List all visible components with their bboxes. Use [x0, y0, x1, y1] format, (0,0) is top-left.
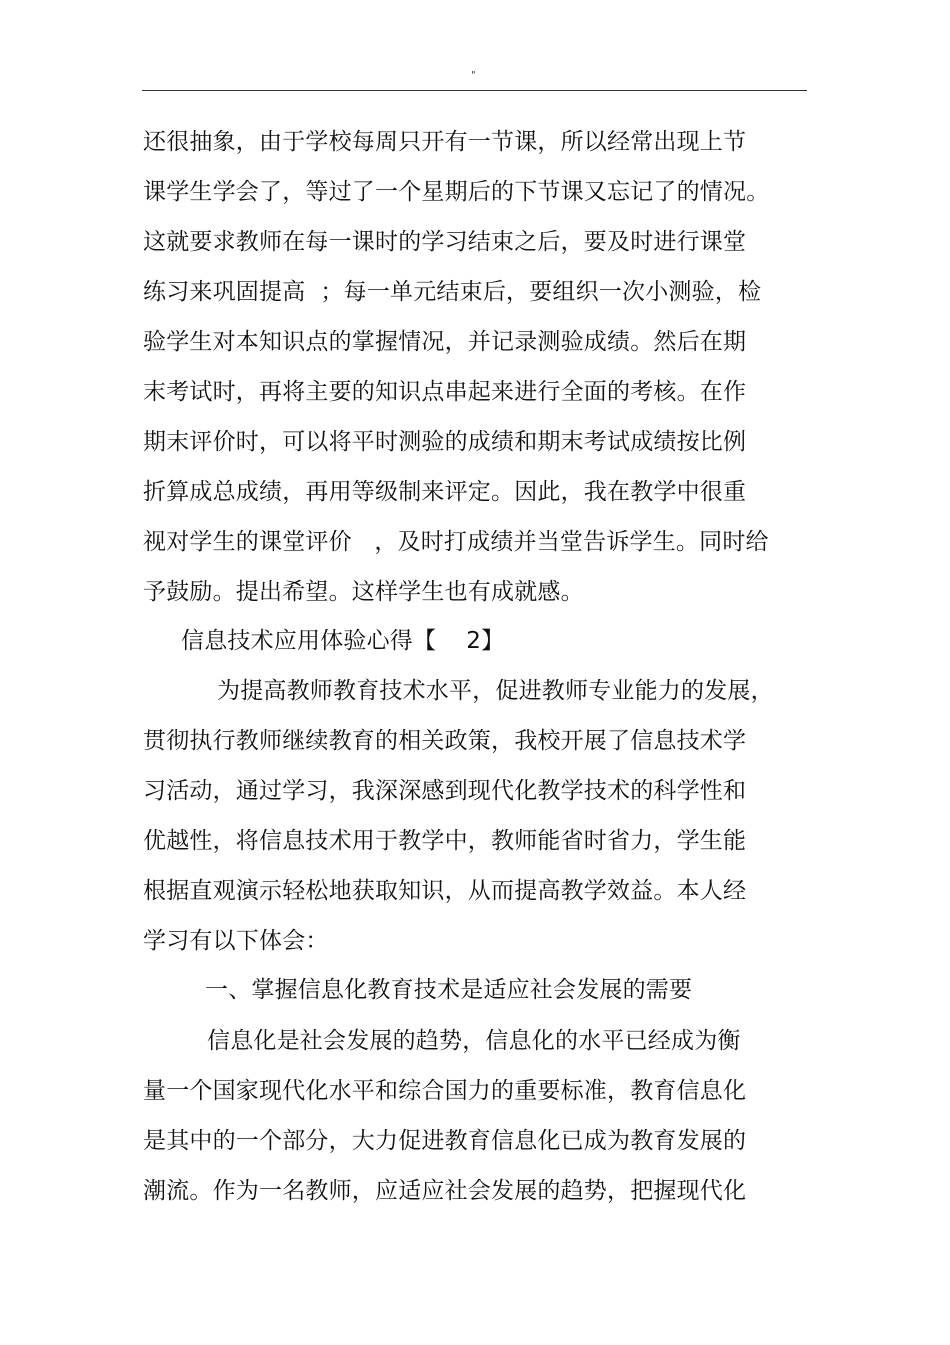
subheading: 一、掌握信息化教育技术是适应社会发展的需要	[205, 977, 693, 1003]
paragraph-line: 根据直观演示轻松地获取知识，从而提高教学效益。本人经	[143, 878, 747, 904]
header-rule	[142, 90, 807, 91]
paragraph-line: 这就要求教师在每一课时的学习结束之后，要及时进行课堂	[143, 229, 747, 255]
section-title: 信息技术应用体验心得【 2】	[181, 628, 505, 654]
paragraph-line: 学习有以下体会：	[143, 928, 329, 954]
paragraph-line: 还很抽象，由于学校每周只开有一节课，所以经常出现上节	[143, 129, 747, 155]
paragraph-line: 期末评价时，可以将平时测验的成绩和期末考试成绩按比例	[143, 429, 747, 455]
paragraph-line: 为提高教师教育技术水平，促进教师专业能力的发展，	[217, 678, 774, 704]
paragraph-line: 潮流。作为一名教师，应适应社会发展的趋势，把握现代化	[143, 1178, 747, 1204]
paragraph-line: 予鼓励。提出希望。这样学生也有成就感。	[143, 579, 584, 605]
paragraph-line: 是其中的一个部分，大力促进教育信息化已成为教育发展的	[143, 1128, 747, 1154]
paragraph-line: 视对学生的课堂评价 ，及时打成绩并当堂告诉学生。同时给	[143, 529, 769, 555]
paragraph-line: 练习来巩固提高 ；每一单元结束后，要组织一次小测验，检	[143, 279, 762, 305]
paragraph-line: 信息化是社会发展的趋势，信息化的水平已经成为衡	[207, 1028, 741, 1054]
paragraph-line: 验学生对本知识点的掌握情况，并记录测验成绩。然后在期	[143, 329, 747, 355]
paragraph-line: 量一个国家现代化水平和综合国力的重要标准，教育信息化	[143, 1078, 747, 1104]
paragraph-line: 末考试时，再将主要的知识点串起来进行全面的考核。在作	[143, 379, 747, 405]
paragraph-line: 折算成总成绩，再用等级制来评定。因此，我在教学中很重	[143, 479, 747, 505]
header-mark: "	[471, 70, 476, 81]
paragraph-line: 课学生学会了，等过了一个星期后的下节课又忘记了的情况。	[143, 179, 770, 205]
paragraph-line: 习活动，通过学习，我深深感到现代化教学技术的科学性和	[143, 778, 747, 804]
paragraph-line: 优越性，将信息技术用于教学中，教师能省时省力，学生能	[143, 828, 747, 854]
paragraph-line: 贯彻执行教师继续教育的相关政策，我校开展了信息技术学	[143, 728, 747, 754]
